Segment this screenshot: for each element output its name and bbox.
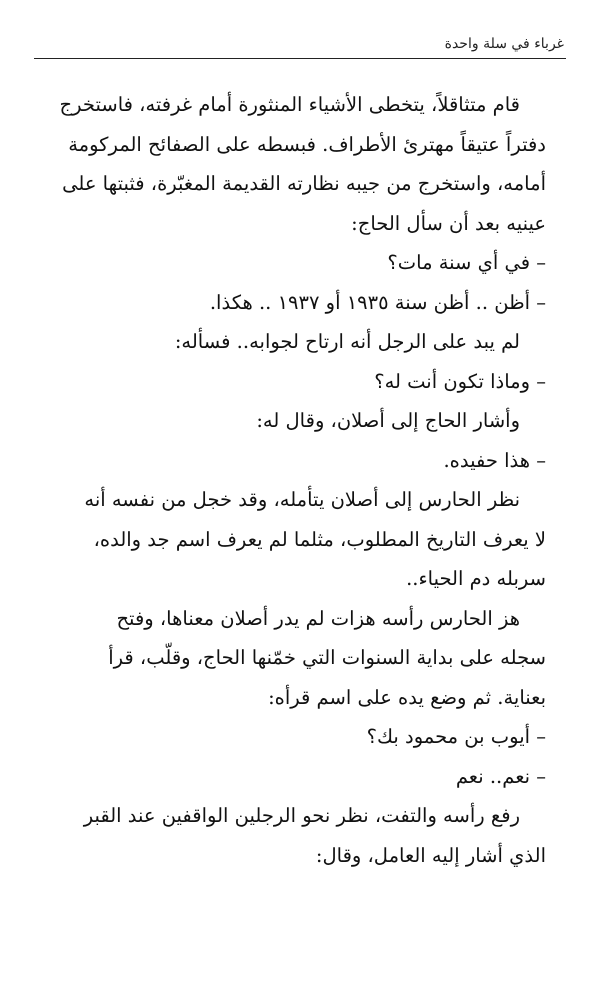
text-line: وأشار الحاج إلى أصلان، وقال له: <box>256 409 520 432</box>
dialogue-line: – في أي سنة مات؟ <box>387 251 546 274</box>
text-line: هز الحارس رأسه هزات لم يدر أصلان معناها، وفتح <box>116 606 520 630</box>
dialogue-line: – أيوب بن محمود بك؟ <box>366 725 546 748</box>
text-line: سجله على بداية السنوات التي خمّنها الحاج، وقلّب، قرأ <box>108 646 546 669</box>
dialogue-line: – هذا حفيده. <box>443 448 546 472</box>
text-line: عينيه بعد أن سأل الحاج: <box>351 211 546 235</box>
text-line: نظر الحارس إلى أصلان يتأمله، وقد خجل من نفسه أنه <box>84 488 520 511</box>
text-line: لم يبد على الرجل أنه ارتاح لجوابه.. فسأله: <box>174 330 520 353</box>
text-line: بعناية. ثم وضع يده على اسم قرأه: <box>268 685 546 709</box>
dialogue-line: – وماذا تكون أنت له؟ <box>374 369 546 393</box>
dialogue-line: – أظن .. أظن سنة ١٩٣٥ أو ١٩٣٧ .. هكذا. <box>209 290 546 314</box>
text-line: أمامه، واستخرج من جيبه نظارته القديمة المغبّرة، فثبتها على <box>62 172 546 195</box>
dialogue-line: – نعم.. نعم <box>455 764 546 788</box>
text-line: لا يعرف التاريخ المطلوب، مثلما لم يعرف اسم جد والده، <box>93 527 546 551</box>
text-line: قام متثاقلاً، يتخطى الأشياء المنثورة أمام غرفته، فاستخرج <box>59 93 520 116</box>
body-text <box>50 85 546 875</box>
running-header <box>34 34 566 59</box>
running-title: غرباء في سلة واحدة <box>444 36 564 52</box>
text-line: رفع رأسه والتفت، نظر نحو الرجلين الواقفين عند القبر <box>83 804 520 827</box>
text-line: دفتراً عتيقاً مهترئ الأطراف. فبسطه على الصفائح المركومة <box>68 132 546 156</box>
text-line: سربله دم الحياء.. <box>406 567 546 590</box>
text-line: الذي أشار إليه العامل، وقال: <box>315 843 546 867</box>
